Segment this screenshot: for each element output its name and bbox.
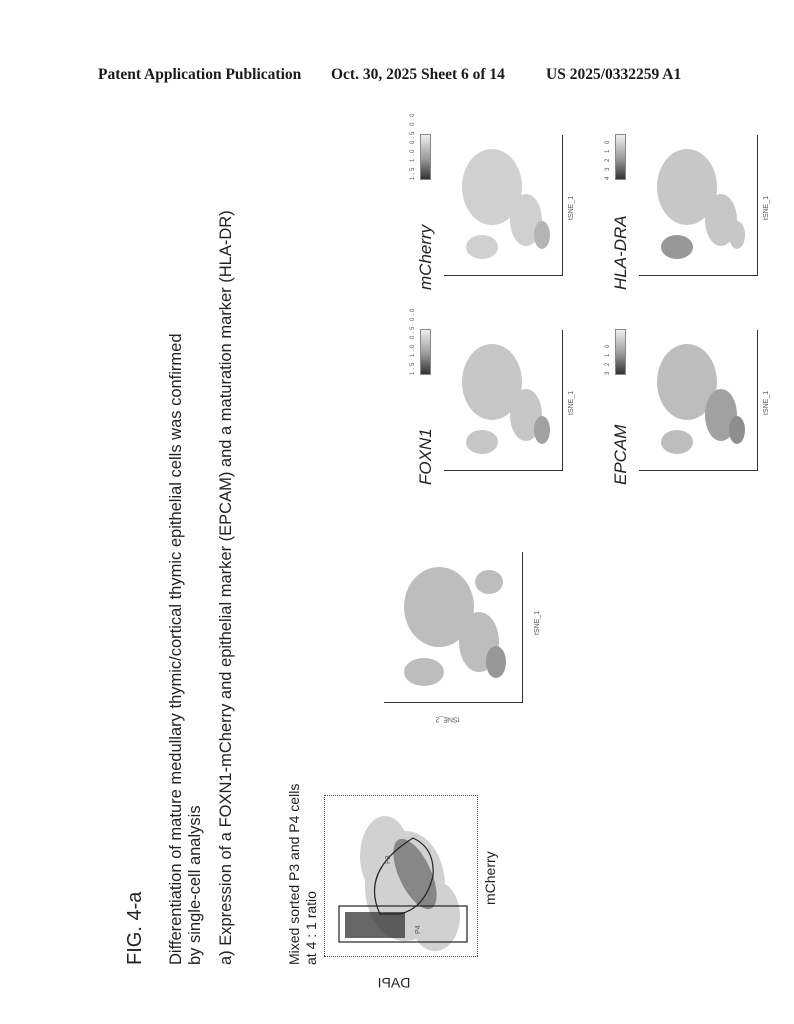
tsne-mcherry-scatter xyxy=(444,135,562,275)
tsne-epcam-plot xyxy=(639,330,758,471)
facs-gate-p4-label: P4 xyxy=(415,925,422,934)
tsne-overview xyxy=(384,535,554,725)
figure-title xyxy=(167,205,205,965)
publication-number: US 2025/0332259 A1 xyxy=(546,66,682,83)
figure-4a xyxy=(124,111,770,991)
mixed-line2: at 4 : 1 ratio xyxy=(303,891,319,965)
figure-title-line1: Differentiation of mature medullary thymic/cortical thymic epithelial cells was confirmed xyxy=(167,333,185,965)
tsne-epcam-clusters xyxy=(657,344,745,454)
tsne-epcam xyxy=(605,325,779,485)
tsne-overview-ylabel: tSNE_2 xyxy=(435,715,460,723)
tsne-foxn1-scatter xyxy=(444,330,562,470)
tsne-mcherry-plot xyxy=(444,135,563,276)
marker-label-epcam: EPCAM xyxy=(611,424,630,485)
tsne-hladra-scatter xyxy=(639,135,757,275)
marker-label-foxn1: FOXN1 xyxy=(416,428,435,485)
facs-gate-p3-label: P3 xyxy=(385,855,392,864)
facs-plot xyxy=(324,755,514,991)
colorbar-hladra-ticks: 4 3 2 1 0 xyxy=(605,138,611,180)
tsne-overview-scatter xyxy=(384,552,522,702)
tsne-hladra-xlabel: tSNE_1 xyxy=(763,195,770,220)
colorbar-foxn1 xyxy=(420,329,431,375)
publication-date-sheet: Oct. 30, 2025 Sheet 6 of 14 xyxy=(331,66,505,83)
publication-type: Patent Application Publication xyxy=(98,66,302,83)
facs-xlabel: mCherry xyxy=(482,851,498,905)
tsne-epcam-xlabel: tSNE_1 xyxy=(763,390,770,415)
tsne-mcherry xyxy=(410,111,584,290)
marker-label-hladra: HLA-DRA xyxy=(611,215,630,290)
tsne-foxn1-xlabel: tSNE_1 xyxy=(568,390,575,415)
facs-plot-area xyxy=(324,795,478,957)
page-header xyxy=(0,66,794,86)
mixed-cells-caption xyxy=(286,765,320,965)
tsne-hladra-plot xyxy=(639,135,758,276)
figure-title-line2: by single-cell analysis xyxy=(186,805,204,965)
colorbar-epcam-ticks: 3 2 1 0 xyxy=(605,342,611,375)
marker-label-mcherry: mCherry xyxy=(416,224,435,290)
tsne-foxn1 xyxy=(410,306,584,485)
tsne-overview-xlabel: tSNE_1 xyxy=(534,610,541,635)
tsne-overview-plot xyxy=(384,552,523,703)
mixed-line1: Mixed sorted P3 and P4 cells xyxy=(286,783,302,965)
panel-a-caption: a) Expression of a FOXN1-mCherry and epithelial marker (EPCAM) and a maturation marker (HLA-DR) xyxy=(217,210,235,965)
colorbar-foxn1-ticks: 1.5 1.0 0.5 0.0 xyxy=(410,306,416,375)
facs-bright-population xyxy=(345,912,405,938)
tsne-mcherry-xlabel: tSNE_1 xyxy=(568,195,575,220)
tsne-hladra-clusters xyxy=(657,149,745,259)
colorbar-hladra xyxy=(615,134,626,180)
tsne-hladra xyxy=(605,130,779,290)
figure-label: FIG. 4-a xyxy=(124,891,146,965)
tsne-epcam-scatter xyxy=(639,330,757,470)
facs-ylabel: DAPI xyxy=(377,974,411,991)
tsne-foxn1-clusters xyxy=(462,344,550,454)
colorbar-epcam xyxy=(615,329,626,375)
tsne-foxn1-plot xyxy=(444,330,563,471)
tsne-overview-clusters xyxy=(404,567,506,686)
colorbar-mcherry-ticks: 1.5 1.0 0.5 0.0 xyxy=(410,111,416,180)
facs-scatter xyxy=(325,796,477,956)
colorbar-mcherry xyxy=(420,134,431,180)
tsne-mcherry-clusters xyxy=(462,149,550,259)
